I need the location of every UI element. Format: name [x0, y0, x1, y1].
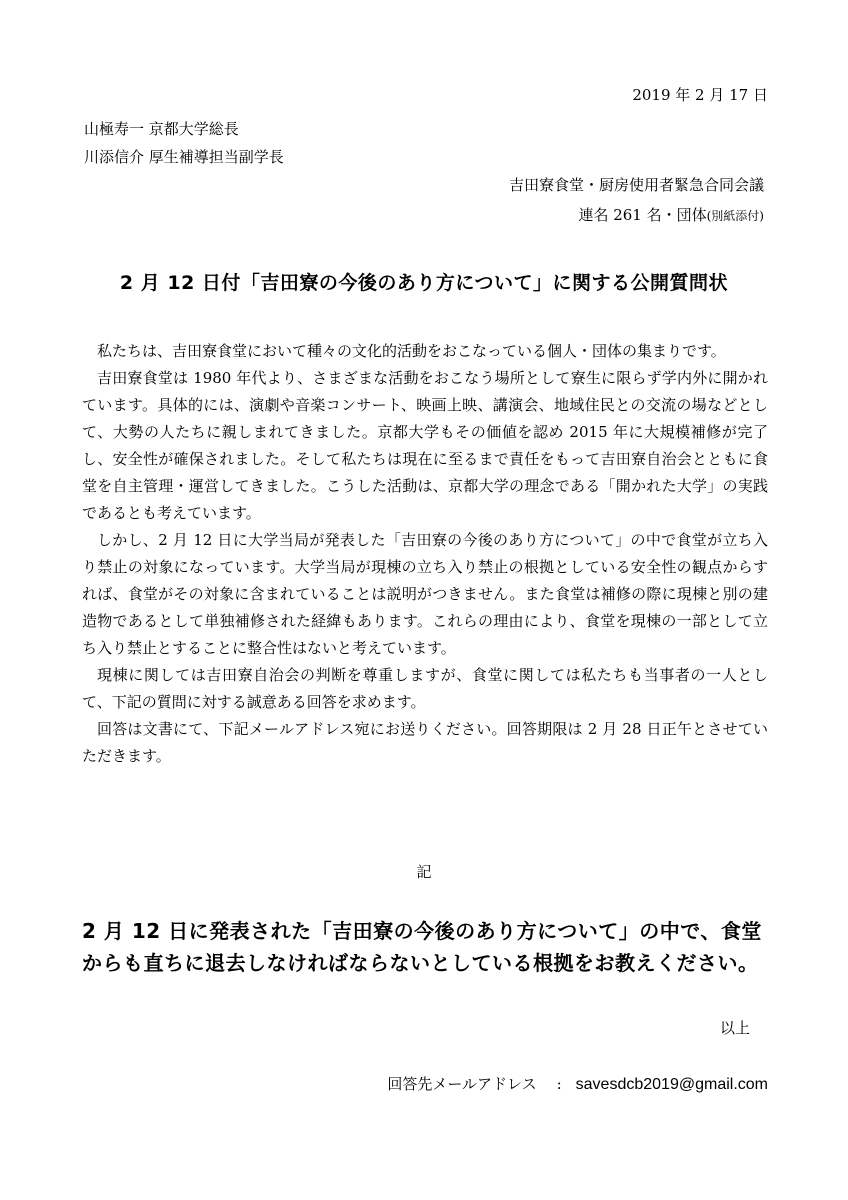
addressee-vice-president: 川添信介 厚生補導担当副学長 — [84, 148, 284, 166]
addressee-president: 山極寿一 京都大学総長 — [84, 120, 239, 138]
body-paragraph: 現棟に関しては吉田寮自治会の判断を尊重しますが、食堂に関しては私たちも当事者の一人として、下記の質問に対する誠意ある回答を求めます。 — [82, 666, 768, 711]
contact-line — [387, 1073, 768, 1094]
letter-title: 2 月 12 日付「吉田寮の今後のあり方について」に関する公開質問状 — [119, 272, 729, 294]
closing-mark: 以上 — [719, 1019, 750, 1037]
letter-date: 2019 年 2 月 17 日 — [632, 86, 768, 104]
sender-count-text: 連名 261 名・団体 — [578, 206, 707, 224]
letter-body — [82, 338, 768, 770]
sender-count-note: (別紙添付) — [706, 209, 764, 223]
body-paragraph: 吉田寮食堂は 1980 年代より、さまざまな活動をおこなう場所として寮生に限らず学内外に開かれています。具体的には、演劇や音楽コンサート、映画上映、講演会、地域住民との交流の場などとして、大勢の人たちに親しまれてきました。京都大学もその価値を認め 2015 年に大規模補修が完了し、安全性が確保されました。そして私たちは現在に至るまで責任をもって吉田寮自治会とともに食堂を自主管理・運営してきました。こうした活動は、京都大学の理念である「開かれた大学」の実践であるとも考えています。 — [82, 369, 768, 522]
body-paragraph: 回答は文書にて、下記メールアドレス宛にお送りください。回答期限は 2 月 28 日正午とさせていただきます。 — [82, 720, 768, 765]
contact-label: 回答先メールアドレス — [387, 1075, 537, 1093]
sender-signatories — [578, 204, 764, 225]
ki-marker: 記 — [416, 863, 432, 881]
sender-organization: 吉田寮食堂・厨房使用者緊急合同会議 — [508, 176, 764, 194]
body-paragraph: 私たちは、吉田寮食堂において種々の文化的活動をおこなっている個人・団体の集まりです。 — [97, 342, 726, 360]
body-paragraph: しかし、2 月 12 日に大学当局が発表した「吉田寮の今後のあり方について」の中で食堂が立ち入り禁止の対象になっています。大学当局が現棟の立ち入り禁止の根拠としている安全性の観点からすれば、食堂がその対象に含まれていることは説明がつきません。また食堂は補修の際に現棟と別の建造物であるとして単独補修された経緯もあります。これらの理由により、食堂を現棟の一部として立ち入り禁止とすることに整合性はないと考えています。 — [82, 531, 768, 657]
contact-email: savesdcb2019@gmail.com — [575, 1076, 768, 1093]
question-text: 2 月 12 日に発表された「吉田寮の今後のあり方について」の中で、食堂からも直ちに退去しなければならないとしている根拠をお教えください。 — [82, 919, 762, 975]
contact-separator: : — [556, 1075, 562, 1093]
